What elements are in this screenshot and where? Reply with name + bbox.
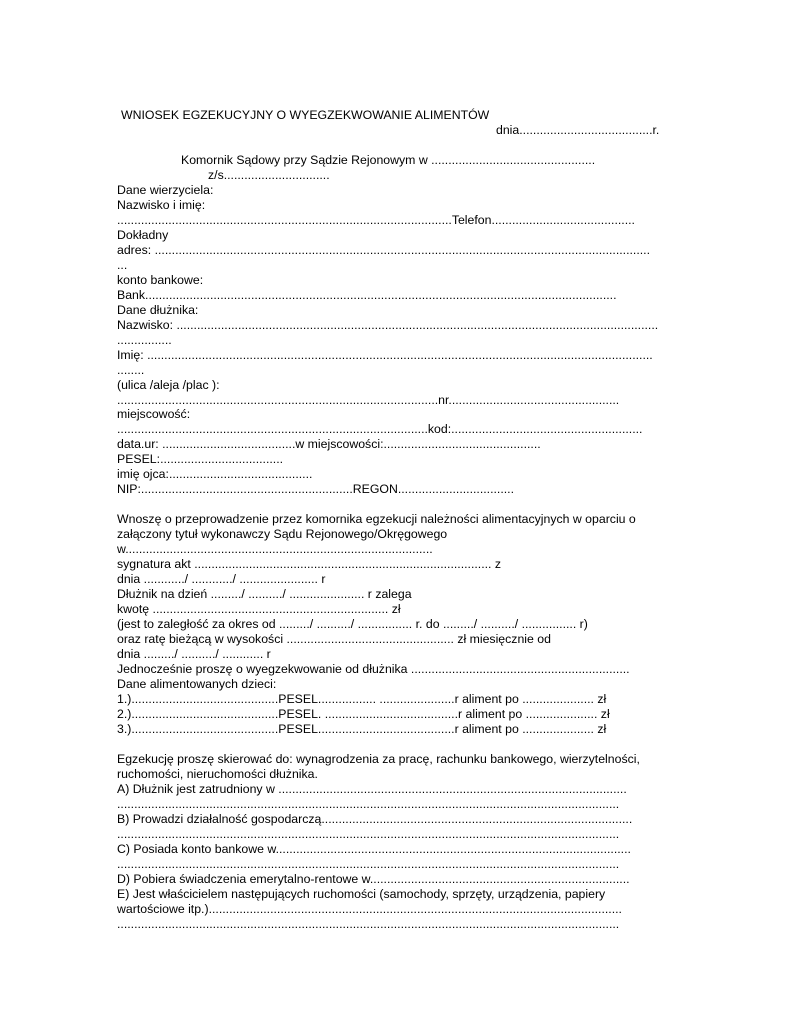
creditor-bank-account-label: konto bankowe: — [117, 273, 204, 287]
debtor-pesel-line: PESEL:.................................... — [117, 452, 284, 466]
child-row-1: 1.)...........................................PESEL................. ......................r aliment po ..................... zł — [117, 692, 607, 706]
creditor-name-label: Nazwisko i imię: — [117, 198, 206, 212]
enforcement-c-line: C) Posiada konto bankowe w........................................................................................................ — [117, 842, 631, 856]
request-line-10: dnia ........./ ........../ ............ r — [117, 647, 271, 661]
debtor-firstname-cont: ........ — [117, 363, 145, 377]
enforcement-a-line: A) Dłużnik jest zatrudniony w ...................................................................................................... — [117, 782, 627, 796]
request-line-3: w.......................................................................................... — [117, 542, 433, 556]
enforcement-line-1: Egzekucję proszę skierować do: wynagrodzenia za pracę, rachunku bankowego, wierzytelności, — [117, 752, 640, 766]
enforcement-d-line: D) Pobiera świadczenia emerytalno-rentowe w............................................................................ — [117, 872, 630, 886]
debtor-firstname-line: Imię: .................................................................................................................................................... — [117, 348, 653, 362]
debtor-surname-cont: ................ — [117, 333, 172, 347]
creditor-name-phone-line: ..................................................................................................Telefon.......................................... — [117, 213, 635, 227]
enforcement-a-cont: ................................................................................................................................................... — [117, 797, 620, 811]
enforcement-c-cont: ................................................................................................................................................... — [117, 857, 620, 871]
creditor-heading: Dane wierzyciela: — [117, 183, 214, 197]
addressee-line: Komornik Sądowy przy Sądzie Rejonowym w ................................................ — [181, 153, 596, 167]
request-line-1: Wnoszę o przeprowadzenie przez komornika egzekucji należności alimentacyjnych w oparciu o — [117, 512, 636, 526]
creditor-address-line: adres: ................................................................................................................................................. — [117, 243, 650, 257]
enforcement-b-cont: ................................................................................................................................................... — [117, 827, 620, 841]
document-title: WNIOSEK EGZEKUCYJNY O WYEGZEKWOWANIE ALIMENTÓW — [121, 108, 490, 122]
debtor-surname-line: Nazwisko: ............................................................................................................................................. — [117, 318, 659, 332]
request-line-4: sygnatura akt ....................................................................................... z — [117, 557, 502, 571]
debtor-father-line: imię ojca:.......................................... — [117, 467, 313, 481]
child-row-3: 3.)...........................................PESEL........................................r aliment po ..................... zł — [117, 722, 607, 736]
children-heading: Dane alimentowanych dzieci: — [117, 677, 277, 691]
case-ref-line: z/s............................... — [208, 168, 330, 182]
request-line-11: Jednocześnie proszę o wyegzekwowanie od dłużnika ................................................................ — [117, 662, 630, 676]
creditor-address-label: Dokładny — [117, 228, 169, 242]
request-line-6: Dłużnik na dzień ........./ ........../ ...................... r zalega — [117, 587, 412, 601]
enforcement-b-line: B) Prowadzi działalność gospodarczą........................................................................................... — [117, 812, 633, 826]
debtor-birth-line: data.ur: .......................................w miejscowości:.............................................. — [117, 437, 541, 451]
request-line-9: oraz ratę bieżącą w wysokości ................................................. zł miesięcznie od — [117, 632, 551, 646]
request-line-5: dnia ............/ ............/ ....................... r — [117, 572, 326, 586]
debtor-street-line: ..............................................................................................nr.................................................. — [117, 393, 620, 407]
enforcement-e-line-1: E) Jest właścicielem następujących ruchomości (samochody, sprzęty, urządzenia, papiery — [117, 887, 606, 901]
date-line: dnia.......................................r. — [496, 123, 660, 137]
debtor-heading: Dane dłużnika: — [117, 303, 199, 317]
enforcement-e-cont: ................................................................................................................................................... — [117, 917, 620, 931]
request-line-2: załączony tytuł wykonawczy Sądu Rejonowego/Okręgowego — [117, 527, 448, 541]
request-line-8: (jest to zaległość za okres od ........./ ........../ ................ r. do ........./ ........../ ................ r) — [117, 617, 588, 631]
debtor-postcode-line: ...........................................................................................kod:........................................................ — [117, 422, 643, 436]
debtor-nip-regon-line: NIP:..............................................................REGON.................................. — [117, 482, 514, 496]
debtor-street-label: (ulica /aleja /plac ): — [117, 378, 220, 392]
debtor-city-label: miejscowość: — [117, 407, 191, 421]
creditor-bank-line: Bank.......................................................................................................................................... — [117, 288, 617, 302]
enforcement-line-2: ruchomości, nieruchomości dłużnika. — [117, 767, 318, 781]
request-line-7: kwotę ..................................................................... zł — [117, 602, 401, 616]
creditor-address-cont: ... — [117, 258, 128, 272]
enforcement-e-line-2: wartościowe itp.)......................................................................................................................... — [117, 902, 622, 916]
child-row-2: 2.)...........................................PESEL. .......................................r aliment po ..................... zł — [117, 707, 610, 721]
